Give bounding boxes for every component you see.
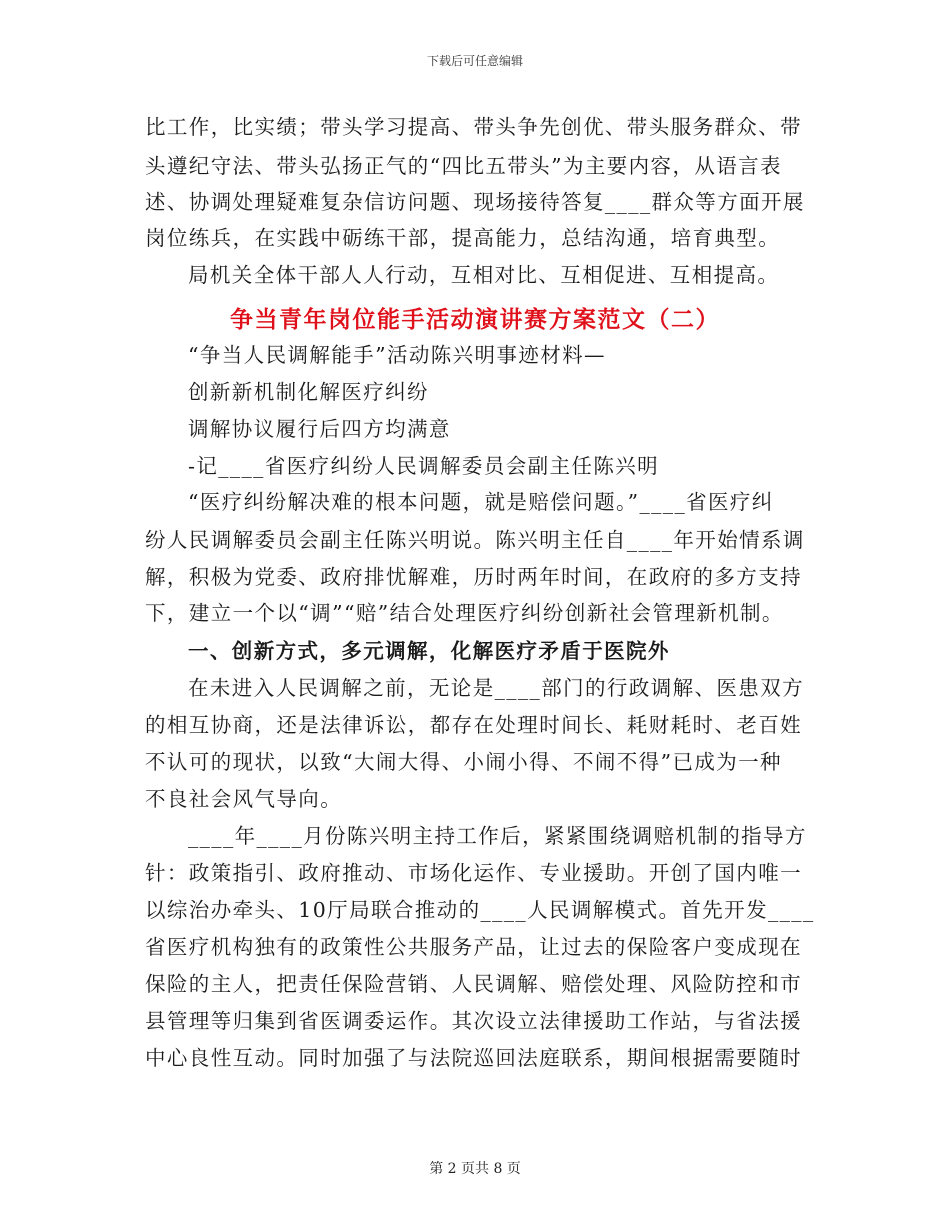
- body-line-7: 纷人民调解委员会副主任陈兴明说。陈兴明主任自____年开始情系调: [145, 528, 805, 552]
- body-line-6: “医疗纠纷解决难的根本问题，就是赔偿问题。”____省医疗纠: [188, 490, 774, 514]
- section-heading-1: 一、创新方式，多元调解，化解医疗矛盾于医院外: [188, 639, 670, 663]
- body-line-15: 针：政策指引、政府推动、市场化运作、专业援助。开创了国内唯一: [145, 861, 802, 885]
- body-line-8: 解，积极为党委、政府排忧解难，历时两年时间，在政府的多方支持: [145, 565, 802, 589]
- body-line-14: ____年____月份陈兴明主持工作后，紧紧围绕调赔机制的指导方: [188, 824, 807, 848]
- body-line-11: 的相互协商，还是法律诉讼，都存在处理时间长、耗财耗时、老百姓: [145, 713, 802, 737]
- body-line-13: 不良社会风气导向。: [145, 787, 343, 811]
- page-header: 下载后可任意编辑: [426, 54, 523, 68]
- subtitle-line-3: 调解协议履行后四方均满意: [188, 417, 451, 441]
- body-line-1: 比工作，比实绩；带头学习提高、带头争先创优、带头服务群众、带: [145, 115, 802, 139]
- section-title: 争当青年岗位能手活动演讲赛方案范文（二）: [230, 306, 720, 333]
- body-line-4: 岗位练兵，在实践中砺练干部，提高能力，总结沟通，培育典型。: [145, 226, 781, 250]
- body-line-18: 保险的主人，把责任保险营销、人民调解、赔偿处理、风险防控和市: [145, 972, 802, 996]
- body-line-10: 在未进入人民调解之前，无论是____部门的行政调解、医患双方: [188, 676, 804, 700]
- subtitle-line-4: -记____省医疗纠纷人民调解委员会副主任陈兴明: [188, 454, 660, 478]
- body-line-17: 省医疗机构独有的政策性公共服务产品，让过去的保险客户变成现在: [145, 935, 802, 959]
- subtitle-line-2: 创新新机制化解医疗纠纷: [188, 380, 429, 404]
- body-line-16: 以综治办牵头、10厅局联合推动的____人民调解模式。首先开发____: [145, 898, 815, 922]
- page-footer: 第 2 页共 8 页: [429, 1161, 521, 1177]
- body-line-9: 下，建立一个以“调”“赔”结合处理医疗纠纷创新社会管理新机制。: [145, 601, 784, 625]
- body-line-5: 局机关全体干部人人行动，互相对比、互相促进、互相提高。: [188, 263, 780, 287]
- body-line-2: 头遵纪守法、带头弘扬正气的“四比五带头”为主要内容，从语言表: [145, 154, 782, 178]
- body-line-20: 中心良性互动。同时加强了与法院巡回法庭联系，期间根据需要随时: [145, 1046, 802, 1070]
- body-line-3: 述、协调处理疑难复杂信访问题、现场接待答复____群众等方面开展: [145, 190, 805, 214]
- body-line-19: 县管理等归集到省医调委运作。其次设立法律援助工作站，与省法援: [145, 1009, 802, 1033]
- body-line-12: 不认可的现状，以致“大闹大得、小闹小得、不闹不得”已成为一种: [145, 750, 782, 774]
- subtitle-line-1: “争当人民调解能手”活动陈兴明事迹材料—: [188, 343, 606, 367]
